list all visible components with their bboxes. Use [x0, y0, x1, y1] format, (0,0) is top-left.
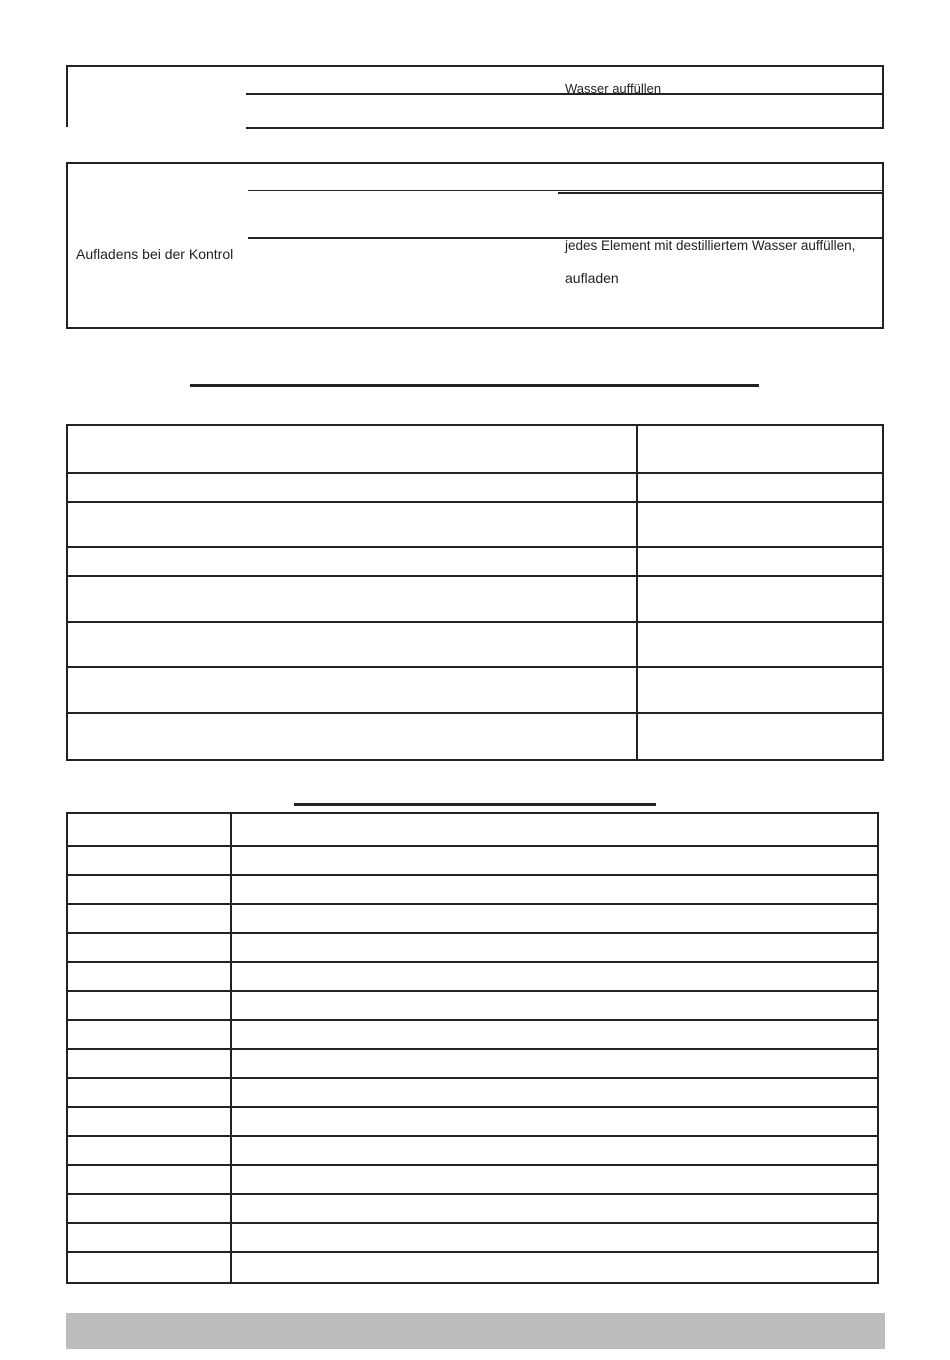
table-row: [68, 666, 882, 714]
table-row: [68, 621, 882, 668]
table-row: [68, 1135, 877, 1166]
table-row: [68, 814, 877, 847]
table-row: [68, 472, 882, 503]
table-row: [68, 1222, 877, 1253]
table-list: [66, 812, 879, 1284]
section-heading-rule-2: [294, 803, 656, 806]
table-charging: [66, 162, 884, 329]
table-row: [68, 712, 882, 761]
table-top-cell-text: Wasser auffüllen: [565, 81, 662, 96]
footer-bar: [66, 1313, 885, 1349]
table-charging-right-text-line1: jedes Element mit destilliertem Wasser auffüllen,: [565, 238, 856, 253]
table-row: [68, 546, 882, 577]
table-row: [68, 1164, 877, 1195]
table-cell: [636, 575, 638, 621]
table-row: [68, 1019, 877, 1050]
table-top-border: [66, 65, 884, 67]
table-cell: [636, 472, 638, 501]
table-charging-row-line-2: [558, 192, 882, 194]
table-row: [68, 1106, 877, 1137]
table-row: [68, 903, 877, 934]
table-top-right-border: [882, 65, 884, 129]
table-cell: [636, 426, 638, 472]
table-charging-row-line-1: [248, 190, 882, 191]
table-charging-right-text-line2: aufladen: [565, 270, 619, 286]
table-cell: [636, 621, 638, 666]
table-top-bottom-line: [246, 127, 884, 129]
table-row: [68, 932, 877, 963]
table-cell: [636, 546, 638, 575]
table-cell: [636, 501, 638, 546]
table-row: [68, 990, 877, 1021]
table-cell: [636, 666, 638, 712]
section-heading-rule: [190, 384, 759, 387]
table-row: [68, 575, 882, 623]
table-row: [68, 845, 877, 876]
table-row: [68, 1251, 877, 1284]
table-two-column: [66, 424, 884, 761]
table-row: [68, 961, 877, 992]
table-row: [68, 1193, 877, 1224]
table-row: [68, 1077, 877, 1108]
table-charging-left-label: Aufladens bei der Kontrol: [76, 246, 234, 262]
table-top-left-border: [66, 65, 68, 127]
table-row: [68, 426, 882, 474]
table-row: [68, 501, 882, 548]
table-row: [68, 1048, 877, 1079]
table-cell: [636, 712, 638, 761]
table-top: [66, 65, 884, 129]
table-row: [68, 874, 877, 905]
